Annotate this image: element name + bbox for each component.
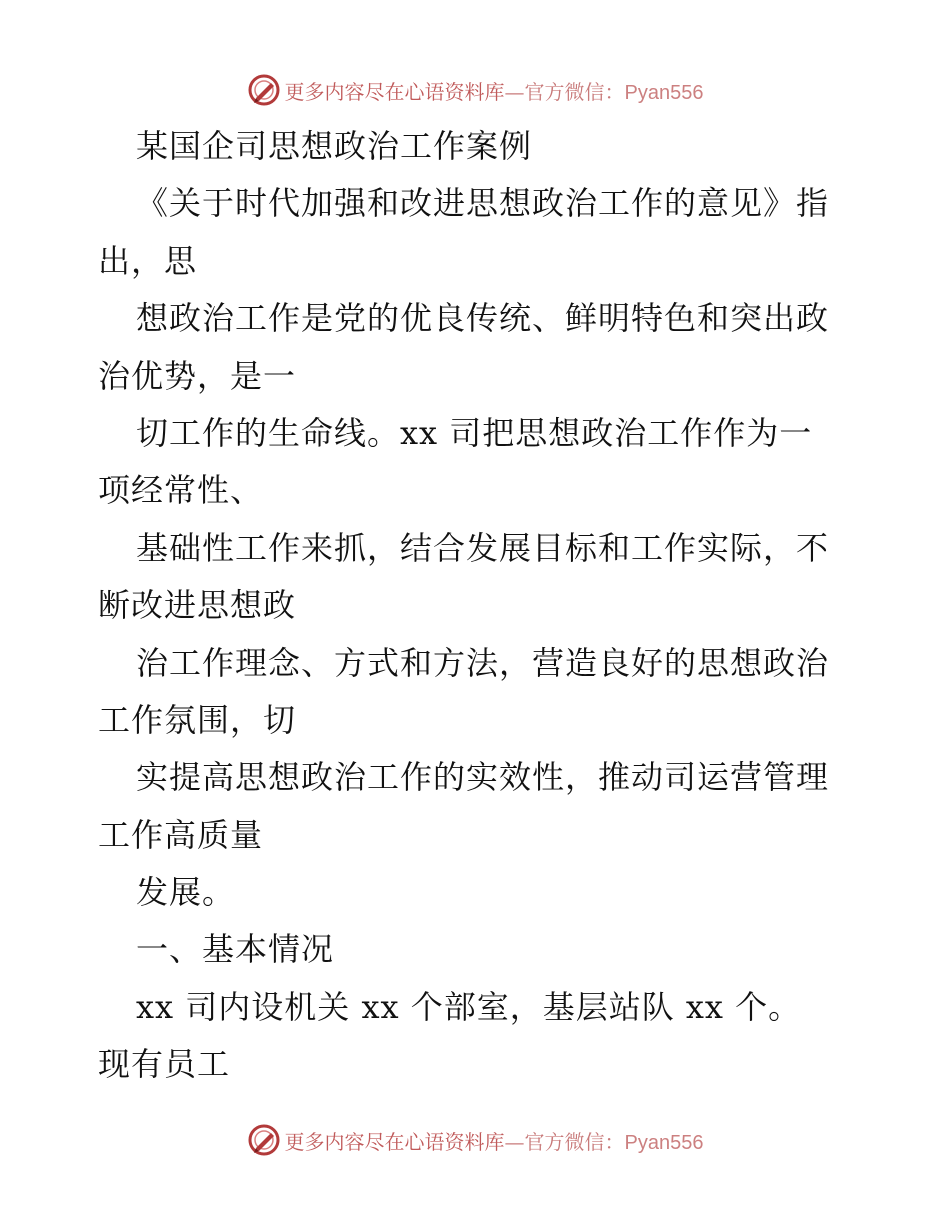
text-line: 断改进思想政: [98, 586, 297, 625]
text-line: 基础性工作来抓，结合发展目标和工作实际，不: [136, 528, 830, 567]
text-line: 某国企司思想政治工作案例: [136, 127, 533, 165]
text-line: 想政治工作是党的优良传统、鲜明特色和突出政: [136, 299, 830, 338]
text-line: 出，思: [98, 241, 198, 280]
pen-logo-icon: [247, 1123, 281, 1157]
text-line: 发展。: [136, 873, 236, 912]
document-body: [98, 118, 858, 1094]
text-line: 现有员工: [98, 1045, 231, 1084]
text-line: 一、基本情况: [136, 930, 335, 969]
text-line: 实提高思想政治工作的实效性，推动司运营管理: [136, 758, 830, 797]
banner-text: 更多内容尽在心语资料库—官方微信：Pyan556: [284, 79, 704, 104]
text-line: 工作高质量: [98, 815, 264, 854]
text-line: 工作氛围，切: [98, 700, 297, 739]
text-line: xx 司内设机关 xx 个部室，基层站队 xx 个。: [136, 987, 802, 1026]
text-line: 切工作的生命线。xx 司把思想政治工作作为一: [136, 413, 813, 452]
text-line: 治工作理念、方式和方法，营造良好的思想政治: [136, 643, 830, 682]
text-line: 《关于时代加强和改进思想政治工作的意见》指: [136, 184, 830, 223]
footer-banner: [0, 1120, 950, 1160]
pen-logo-icon: [247, 73, 281, 107]
text-line: 项经常性、: [98, 471, 264, 510]
banner-text: 更多内容尽在心语资料库—官方微信：Pyan556: [284, 1129, 704, 1154]
header-banner: [0, 70, 950, 110]
text-line: 治优势，是一: [98, 356, 297, 395]
